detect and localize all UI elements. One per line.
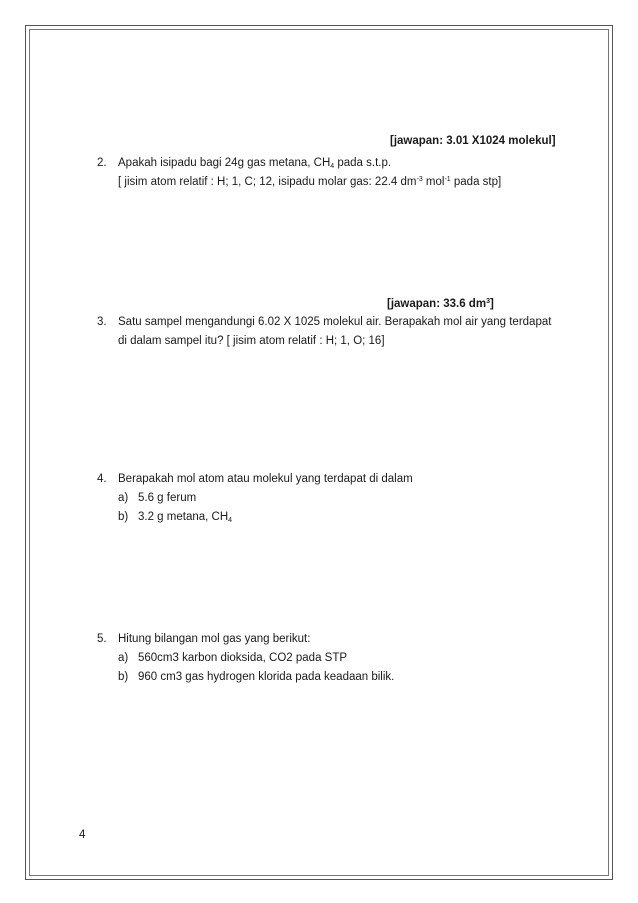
question-5b-label: b) — [118, 671, 129, 683]
question-4b-text: 3.2 g metana, $CH_4$ — [138, 511, 233, 524]
question-5-number: 5. — [97, 633, 107, 645]
answer-1: [jawapan: 3.01 X1024 molekul] — [390, 135, 556, 147]
answer-2: [jawapan: 33.6 $dm^3$] — [387, 298, 494, 310]
question-4a-label: a) — [118, 492, 129, 504]
question-4-number: 4. — [97, 473, 107, 485]
question-2-line-2: [ jisim atom relatif : H; 1, C; 12, isipadu molar gas: 22.4 $dm^{-3}$ mol$^{-1}$ pada stp] — [118, 176, 502, 188]
question-4a-text: 5.6 g ferum — [138, 492, 197, 504]
question-5a-label: a) — [118, 652, 129, 664]
question-4b-label: b) — [118, 511, 129, 523]
question-2-line-1: Apakah isipadu bagi 24g gas metana, $CH_4$ pada s.t.p. — [118, 157, 392, 170]
question-3-line-1: Satu sampel mengandungi 6.02 X 1025 molekul air. Berapakah mol air yang terdapat — [118, 316, 552, 328]
question-3-number: 3. — [97, 316, 107, 328]
question-2-number: 2. — [97, 157, 107, 169]
question-5-stem: Hitung bilangan mol gas yang berikut: — [118, 633, 311, 645]
question-3-line-2: di dalam sampel itu? [ jisim atom relatif : H; 1, O; 16] — [118, 335, 385, 347]
page-number: 4 — [79, 829, 86, 841]
question-5a-text: 560cm3 karbon dioksida, CO2 pada STP — [138, 652, 348, 664]
question-5b-text: 960 cm3 gas hydrogen klorida pada keadaan bilik. — [138, 671, 395, 683]
question-4-stem: Berapakah mol atom atau molekul yang terdapat di dalam — [118, 473, 413, 485]
